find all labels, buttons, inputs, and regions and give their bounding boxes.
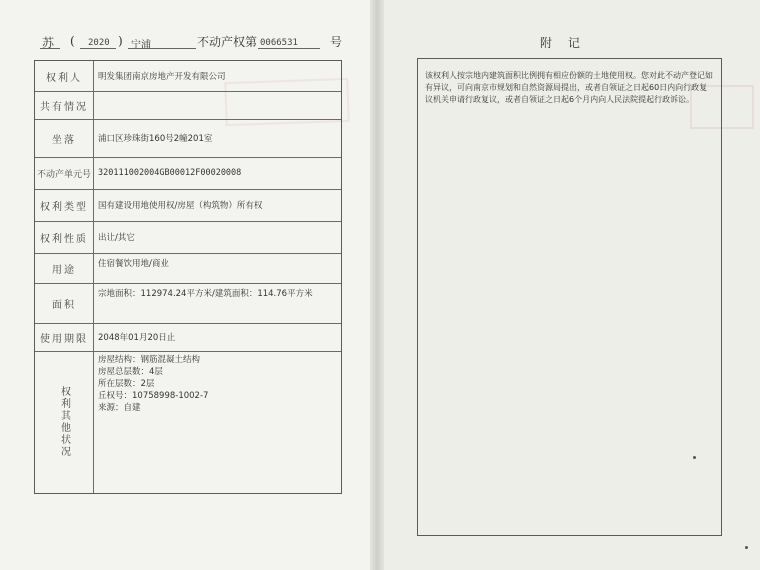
label-usage: 用途 bbox=[35, 253, 94, 283]
header-paren-open: ( bbox=[70, 34, 75, 48]
header-city: 宁浦 bbox=[131, 40, 151, 51]
header-suffix: 号 bbox=[330, 35, 343, 49]
value-owner: 明发集团南京房地产开发有限公司 bbox=[98, 72, 226, 82]
header-prefix: 苏 bbox=[42, 36, 55, 50]
row-area bbox=[35, 283, 341, 324]
row-usage bbox=[35, 253, 341, 284]
certificate-table bbox=[34, 60, 342, 494]
other-line: 房屋总层数：4层 bbox=[98, 367, 163, 377]
label-owner: 权利人 bbox=[35, 61, 94, 91]
header-title: 不动产权第 bbox=[197, 35, 258, 49]
value-usage: 住宿餐饮用地/商业 bbox=[98, 259, 169, 269]
label-right-type: 权利类型 bbox=[35, 189, 94, 221]
label-location: 坐落 bbox=[35, 119, 94, 157]
value-right-nature: 出让/其它 bbox=[98, 233, 135, 243]
other-line: 房屋结构：钢筋混凝土结构 bbox=[98, 355, 201, 365]
row-unit-number bbox=[35, 157, 341, 190]
row-other-status bbox=[35, 351, 341, 493]
header-year: 2020 bbox=[88, 38, 110, 48]
other-status-lines bbox=[98, 352, 208, 414]
label-coownership: 共有情况 bbox=[35, 91, 94, 119]
value-unit-number: 320111002004GB00012F00020008 bbox=[98, 168, 242, 178]
header-paren-close: ) bbox=[118, 34, 123, 48]
value-area: 宗地面积：112974.24平方米/建筑面积：114.76平方米 bbox=[98, 289, 313, 299]
appendix-title: 附 记 bbox=[540, 36, 586, 50]
label-other-status: 权利其他状况 bbox=[35, 351, 94, 493]
value-location: 浦口区珍珠街160号2幢201室 bbox=[98, 134, 213, 144]
appendix-box bbox=[417, 58, 722, 536]
row-right-nature bbox=[35, 221, 341, 254]
speck bbox=[693, 456, 696, 459]
other-line: 来源：自建 bbox=[98, 403, 141, 413]
label-right-nature: 权利性质 bbox=[35, 221, 94, 253]
value-term: 2048年01月20日止 bbox=[98, 333, 176, 343]
other-line: 所在层数：2层 bbox=[98, 379, 155, 389]
label-area: 面积 bbox=[35, 283, 94, 323]
book-spine bbox=[370, 0, 384, 570]
row-owner bbox=[35, 61, 341, 92]
row-term bbox=[35, 323, 341, 352]
row-location bbox=[35, 119, 341, 158]
label-term: 使用期限 bbox=[35, 323, 94, 351]
row-coownership bbox=[35, 91, 341, 120]
value-right-type: 国有建设用地使用权/房屋（构筑物）所有权 bbox=[98, 201, 263, 211]
header-number: 0066531 bbox=[260, 38, 298, 48]
label-unit-number: 不动产单元号 bbox=[35, 157, 94, 189]
row-right-type bbox=[35, 189, 341, 222]
other-line: 丘权号：10758998-1002-7 bbox=[98, 391, 209, 401]
speck bbox=[745, 546, 748, 549]
appendix-note: 该权利人按宗地内建筑面积比例拥有相应份额的土地使用权。您对此不动产登记如有异议，可向南京市规划和自然资源局提出，或者自领证之日起60日内向行政复议机关申请行政复议，或者自领证之日起6个月内向人民法院提起行政诉讼。 bbox=[425, 71, 713, 104]
